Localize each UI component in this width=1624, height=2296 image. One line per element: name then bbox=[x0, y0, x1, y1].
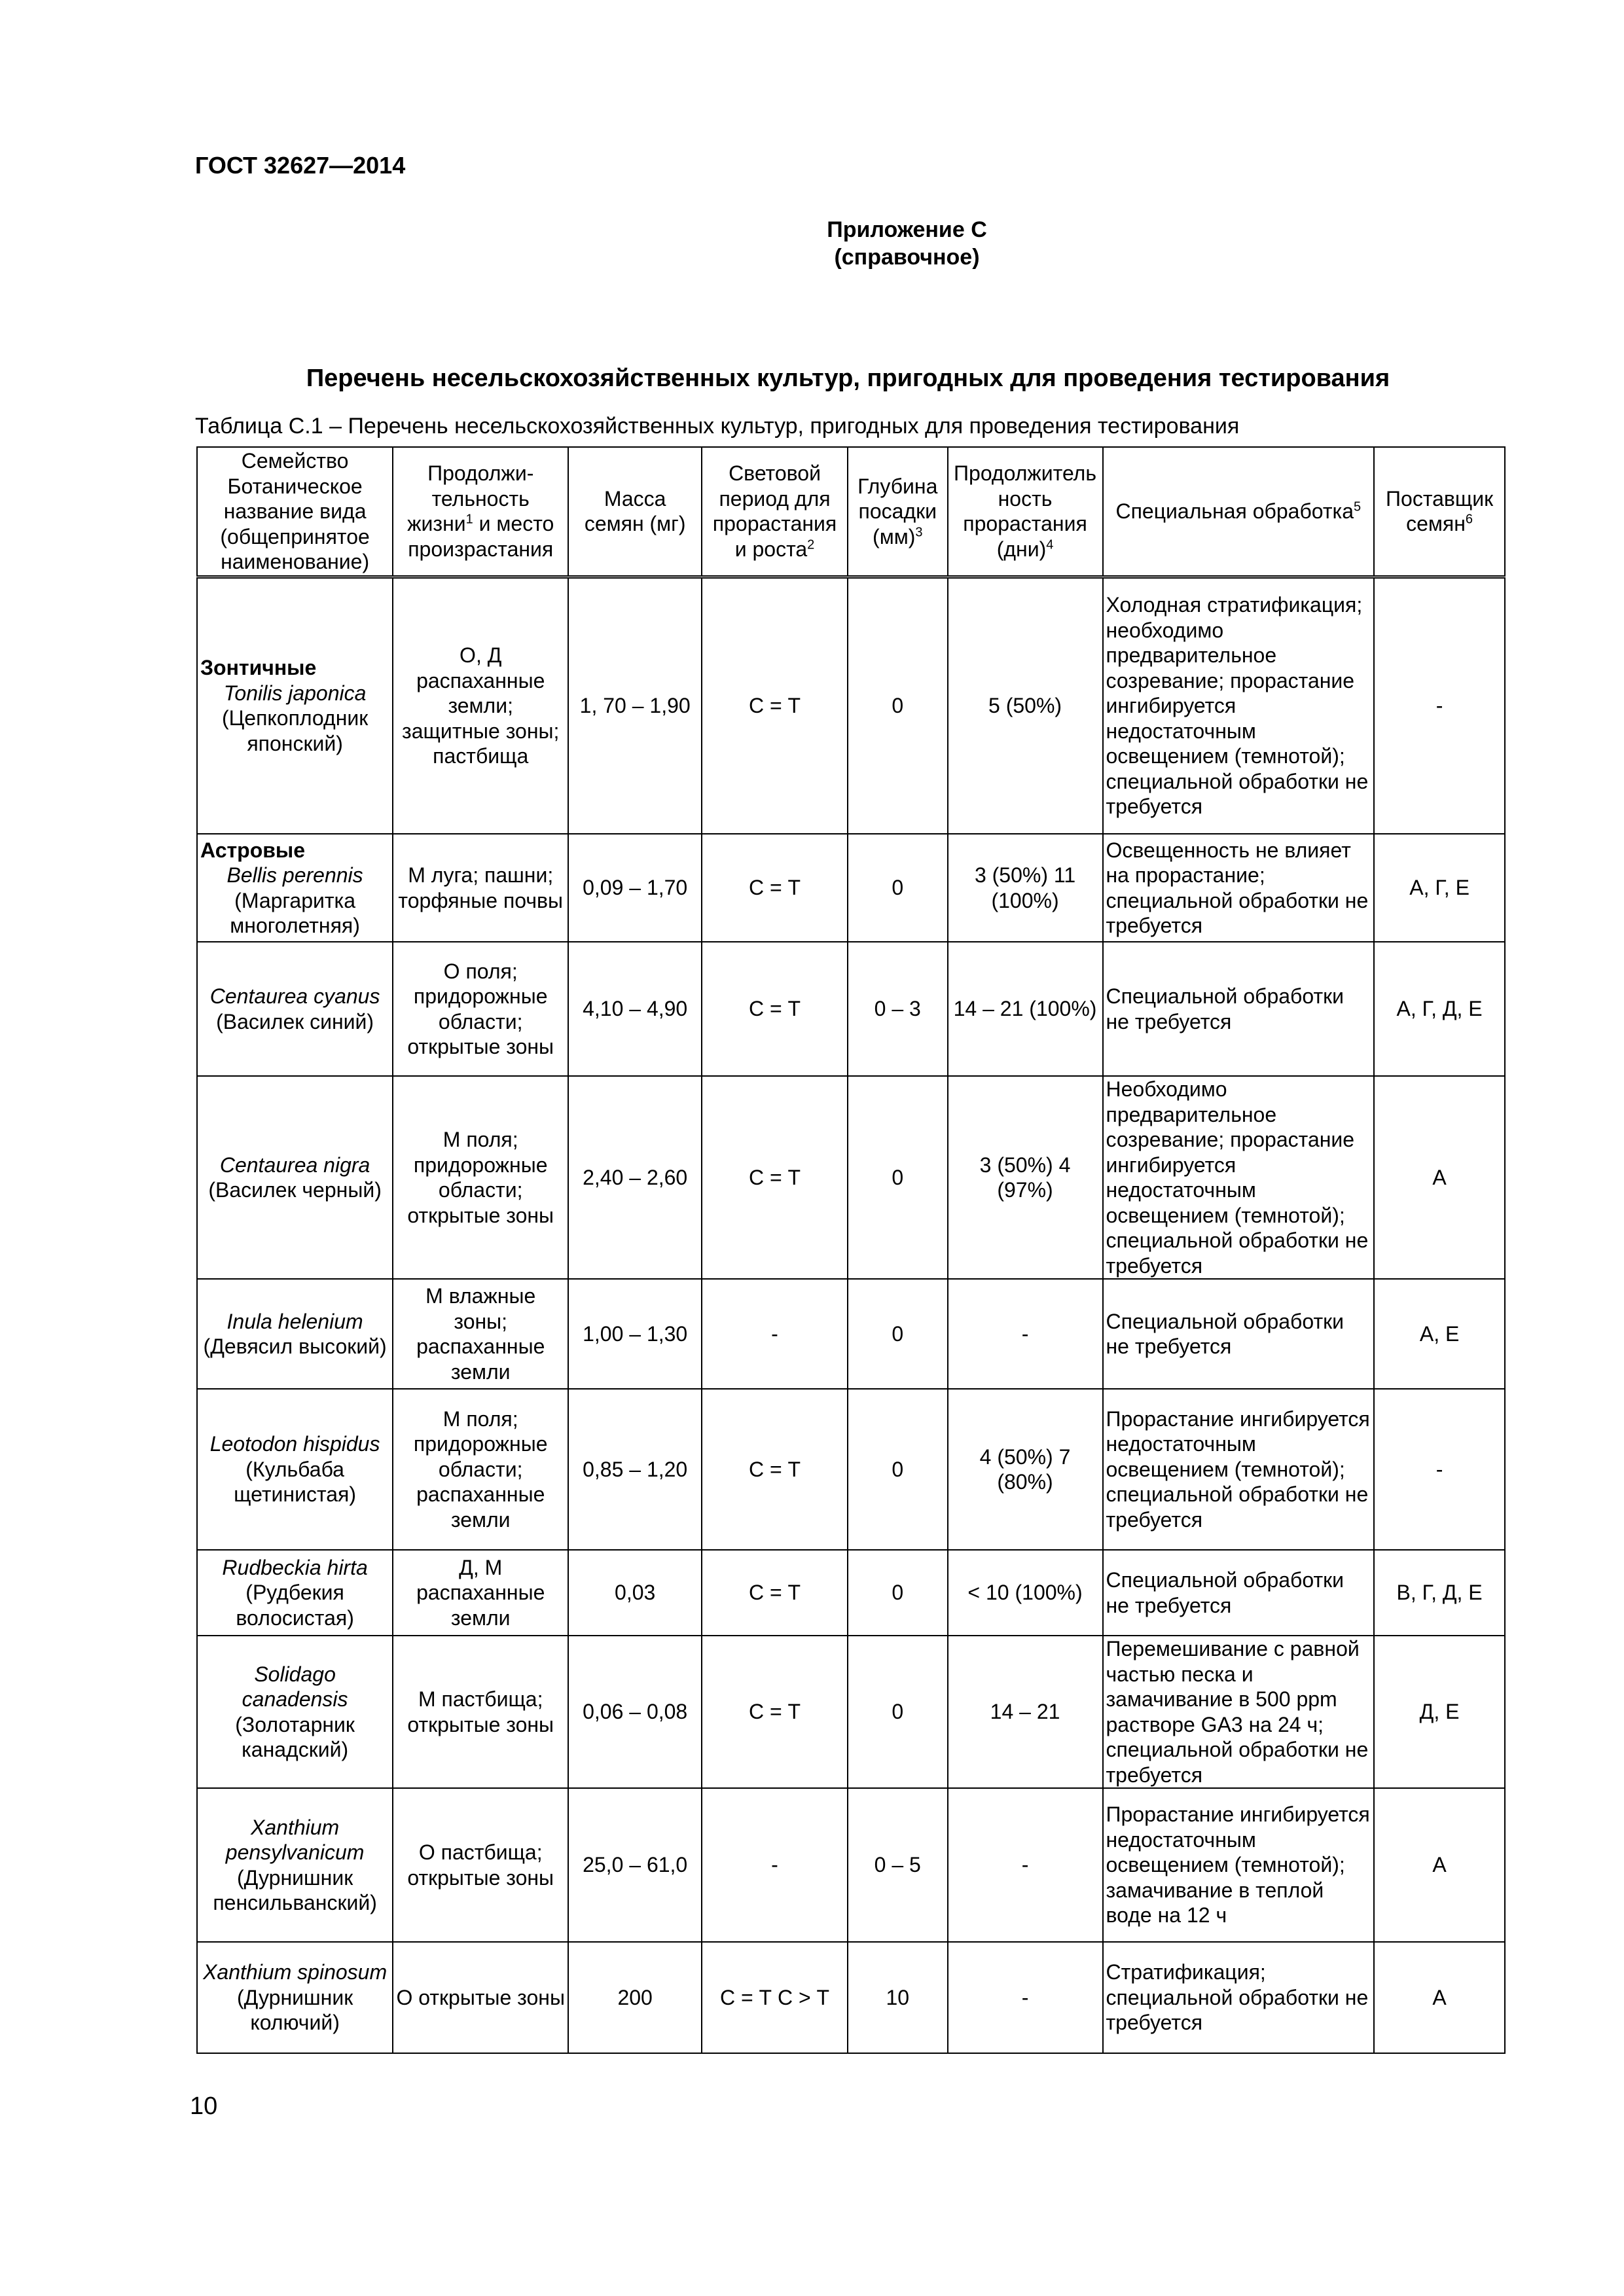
planting-depth-cell: 0 bbox=[848, 1279, 948, 1389]
table-row bbox=[197, 1076, 1505, 1279]
latin-name: Leotodon hispidus bbox=[209, 1432, 380, 1456]
seed-mass-cell: 2,40 – 2,60 bbox=[568, 1076, 702, 1279]
table-row bbox=[197, 834, 1505, 942]
light-period-cell: - bbox=[702, 1279, 848, 1389]
latin-name: Bellis perennis bbox=[226, 863, 363, 887]
species-cell bbox=[197, 577, 393, 834]
planting-depth-cell: 0 – 5 bbox=[848, 1788, 948, 1942]
planting-depth-cell: 0 bbox=[848, 1389, 948, 1550]
appendix-subtitle: (справочное) bbox=[834, 245, 980, 270]
section-title-text: Перечень несельскохозяйственных культур, пригодных для проведения тестирования bbox=[306, 365, 1390, 392]
germination-duration-cell: - bbox=[948, 1788, 1103, 1942]
special-treatment-cell: Холодная стратификация; необходимо предварительное созревание; прорастание ингибируется недостаточным освещением (темнотой); специальной обработки не требуется bbox=[1103, 577, 1375, 834]
col-header-treatment: Специальная обработка$^5$ bbox=[1103, 447, 1375, 577]
seed-mass-cell: 4,10 – 4,90 bbox=[568, 942, 702, 1076]
life-habitat-cell: О пастбища; открытые зоны bbox=[393, 1788, 568, 1942]
life-habitat-cell: М поля; придорожные области; открытые зоны bbox=[393, 1076, 568, 1279]
light-period-cell: С = Т bbox=[702, 577, 848, 834]
page-number: 10 bbox=[190, 2092, 218, 2120]
common-name: (Василек черный) bbox=[208, 1178, 382, 1202]
species-cell bbox=[197, 1550, 393, 1636]
seed-supplier-cell: В, Г, Д, Е bbox=[1374, 1550, 1505, 1636]
special-treatment-cell: Необходимо предварительное созревание; прорастание ингибируется недостаточным освещением (темнотой); специальной обработки не требуется bbox=[1103, 1076, 1375, 1279]
table-row bbox=[197, 1942, 1505, 2053]
species-cell bbox=[197, 1279, 393, 1389]
col-header-life: Продолжи-тельность жизни$^1$ и место произрастания bbox=[393, 447, 568, 577]
table-header-row bbox=[197, 447, 1505, 577]
special-treatment-cell: Специальной обработки не требуется bbox=[1103, 1550, 1375, 1636]
family-name: Астровые bbox=[200, 838, 306, 862]
seed-supplier-cell: А, Г, Е bbox=[1374, 834, 1505, 942]
light-period-cell: С = Т С > Т bbox=[702, 1942, 848, 2053]
germination-duration-cell: 14 – 21 (100%) bbox=[948, 942, 1103, 1076]
latin-name: Inula helenium bbox=[226, 1309, 363, 1333]
seed-supplier-cell: А bbox=[1374, 1076, 1505, 1279]
special-treatment-cell: Прорастание ингибируется недостаточным освещением (темнотой); замачивание в теплой воде на 12 ч bbox=[1103, 1788, 1375, 1942]
latin-name: Xanthium spinosum bbox=[203, 1960, 388, 1984]
table-row bbox=[197, 942, 1505, 1076]
document-code: ГОСТ 32627—2014 bbox=[195, 152, 406, 179]
light-period-cell: С = Т bbox=[702, 1636, 848, 1788]
seed-mass-cell: 200 bbox=[568, 1942, 702, 2053]
section-title bbox=[0, 365, 1624, 393]
planting-depth-cell: 0 bbox=[848, 1550, 948, 1636]
latin-name: Centaurea cyanus bbox=[209, 984, 380, 1008]
light-period-cell: С = Т bbox=[702, 1389, 848, 1550]
seed-supplier-cell: - bbox=[1374, 577, 1505, 834]
light-period-cell: С = Т bbox=[702, 1076, 848, 1279]
col-header-supplier: Поставщик семян$^6$ bbox=[1374, 447, 1505, 577]
special-treatment-cell: Прорастание ингибируется недостаточным освещением (темнотой); специальной обработки не требуется bbox=[1103, 1389, 1375, 1550]
table-row bbox=[197, 1389, 1505, 1550]
appendix-title: Приложение С bbox=[827, 217, 987, 242]
crop-table bbox=[196, 446, 1506, 2054]
germination-duration-cell: 14 – 21 bbox=[948, 1636, 1103, 1788]
common-name: (Василек синий) bbox=[216, 1009, 374, 1033]
life-habitat-cell: Д, М распаханные земли bbox=[393, 1550, 568, 1636]
seed-mass-cell: 1,00 – 1,30 bbox=[568, 1279, 702, 1389]
table-row bbox=[197, 1279, 1505, 1389]
planting-depth-cell: 0 bbox=[848, 577, 948, 834]
life-habitat-cell: М влажные зоны; распаханные земли bbox=[393, 1279, 568, 1389]
common-name: (Девясил высокий) bbox=[203, 1335, 387, 1358]
seed-supplier-cell: А bbox=[1374, 1942, 1505, 2053]
germination-duration-cell: 3 (50%) 11 (100%) bbox=[948, 834, 1103, 942]
germination-duration-cell: 3 (50%) 4 (97%) bbox=[948, 1076, 1103, 1279]
light-period-cell: С = Т bbox=[702, 834, 848, 942]
life-habitat-cell: О, Д распаханные земли; защитные зоны; пастбища bbox=[393, 577, 568, 834]
species-cell bbox=[197, 1389, 393, 1550]
planting-depth-cell: 0 bbox=[848, 834, 948, 942]
species-cell bbox=[197, 1788, 393, 1942]
planting-depth-cell: 0 – 3 bbox=[848, 942, 948, 1076]
planting-depth-cell: 0 bbox=[848, 1636, 948, 1788]
latin-name: Rudbeckia hirta bbox=[222, 1555, 368, 1579]
light-period-cell: С = Т bbox=[702, 1550, 848, 1636]
seed-supplier-cell: Д, Е bbox=[1374, 1636, 1505, 1788]
table-row bbox=[197, 1788, 1505, 1942]
table-row bbox=[197, 1636, 1505, 1788]
seed-mass-cell: 1, 70 – 1,90 bbox=[568, 577, 702, 834]
species-cell bbox=[197, 1076, 393, 1279]
seed-mass-cell: 0,06 – 0,08 bbox=[568, 1636, 702, 1788]
germination-duration-cell: 4 (50%) 7 (80%) bbox=[948, 1389, 1103, 1550]
latin-name: Tonilis japonica bbox=[223, 681, 367, 705]
col-header-light: Световой период для прорастания и роста$^2$ bbox=[702, 447, 848, 577]
planting-depth-cell: 0 bbox=[848, 1076, 948, 1279]
seed-mass-cell: 0,85 – 1,20 bbox=[568, 1389, 702, 1550]
germination-duration-cell: - bbox=[948, 1942, 1103, 2053]
latin-name: Centaurea nigra bbox=[219, 1153, 370, 1177]
special-treatment-cell: Специальной обработки не требуется bbox=[1103, 1279, 1375, 1389]
special-treatment-cell: Специальной обработки не требуется bbox=[1103, 942, 1375, 1076]
table-row bbox=[197, 1550, 1505, 1636]
seed-supplier-cell: А, Г, Д, Е bbox=[1374, 942, 1505, 1076]
common-name: (Кульбаба щетинистая) bbox=[234, 1457, 357, 1507]
germination-duration-cell: - bbox=[948, 1279, 1103, 1389]
seed-mass-cell: 0,03 bbox=[568, 1550, 702, 1636]
latin-name: Solidago canadensis bbox=[242, 1662, 348, 1711]
col-header-mass: Масса семян (мг) bbox=[568, 447, 702, 577]
col-header-depth: Глубина посадки (мм)$^3$ bbox=[848, 447, 948, 577]
table-caption: Таблица С.1 – Перечень несельскохозяйственных культур, пригодных для проведения тестирования bbox=[195, 414, 1240, 439]
life-habitat-cell: О поля; придорожные области; открытые зоны bbox=[393, 942, 568, 1076]
special-treatment-cell: Стратификация; специальной обработки не требуется bbox=[1103, 1942, 1375, 2053]
table-row bbox=[197, 577, 1505, 834]
life-habitat-cell: М поля; придорожные области; распаханные земли bbox=[393, 1389, 568, 1550]
seed-supplier-cell: А, Е bbox=[1374, 1279, 1505, 1389]
common-name: (Золотарник канадский) bbox=[235, 1712, 355, 1761]
common-name: (Дурнишник пенсильванский) bbox=[213, 1865, 377, 1914]
seed-supplier-cell: - bbox=[1374, 1389, 1505, 1550]
seed-supplier-cell: А bbox=[1374, 1788, 1505, 1942]
col-header-species: Семейство Ботаническое название вида (общепринятое наименование) bbox=[197, 447, 393, 577]
germination-duration-cell: 5 (50%) bbox=[948, 577, 1103, 834]
seed-mass-cell: 0,09 – 1,70 bbox=[568, 834, 702, 942]
species-cell bbox=[197, 1636, 393, 1788]
germination-duration-cell: < 10 (100%) bbox=[948, 1550, 1103, 1636]
life-habitat-cell: М пастбища; открытые зоны bbox=[393, 1636, 568, 1788]
appendix-heading bbox=[0, 216, 1624, 271]
common-name: (Цепкоплодник японский) bbox=[221, 706, 369, 755]
light-period-cell: С = Т bbox=[702, 942, 848, 1076]
common-name: (Маргаритка многолетняя) bbox=[230, 888, 360, 937]
life-habitat-cell: О открытые зоны bbox=[393, 1942, 568, 2053]
species-cell bbox=[197, 834, 393, 942]
special-treatment-cell: Освещенность не влияет на прорастание; специальной обработки не требуется bbox=[1103, 834, 1375, 942]
light-period-cell: - bbox=[702, 1788, 848, 1942]
planting-depth-cell: 10 bbox=[848, 1942, 948, 2053]
seed-mass-cell: 25,0 – 61,0 bbox=[568, 1788, 702, 1942]
species-cell bbox=[197, 942, 393, 1076]
special-treatment-cell: Перемешивание с равной частью песка и замачивание в 500 ppm растворе GA3 на 24 ч; специальной обработки не требуется bbox=[1103, 1636, 1375, 1788]
latin-name: Xanthium pensylvanicum bbox=[225, 1815, 365, 1864]
common-name: (Рудбекия волосистая) bbox=[236, 1581, 354, 1630]
life-habitat-cell: М луга; пашни; торфяные почвы bbox=[393, 834, 568, 942]
family-name: Зонтичные bbox=[200, 656, 317, 680]
species-cell bbox=[197, 1942, 393, 2053]
col-header-duration: Продолжитель ность прорастания (дни)$^4$ bbox=[948, 447, 1103, 577]
common-name: (Дурнишник колючий) bbox=[236, 1985, 353, 2035]
